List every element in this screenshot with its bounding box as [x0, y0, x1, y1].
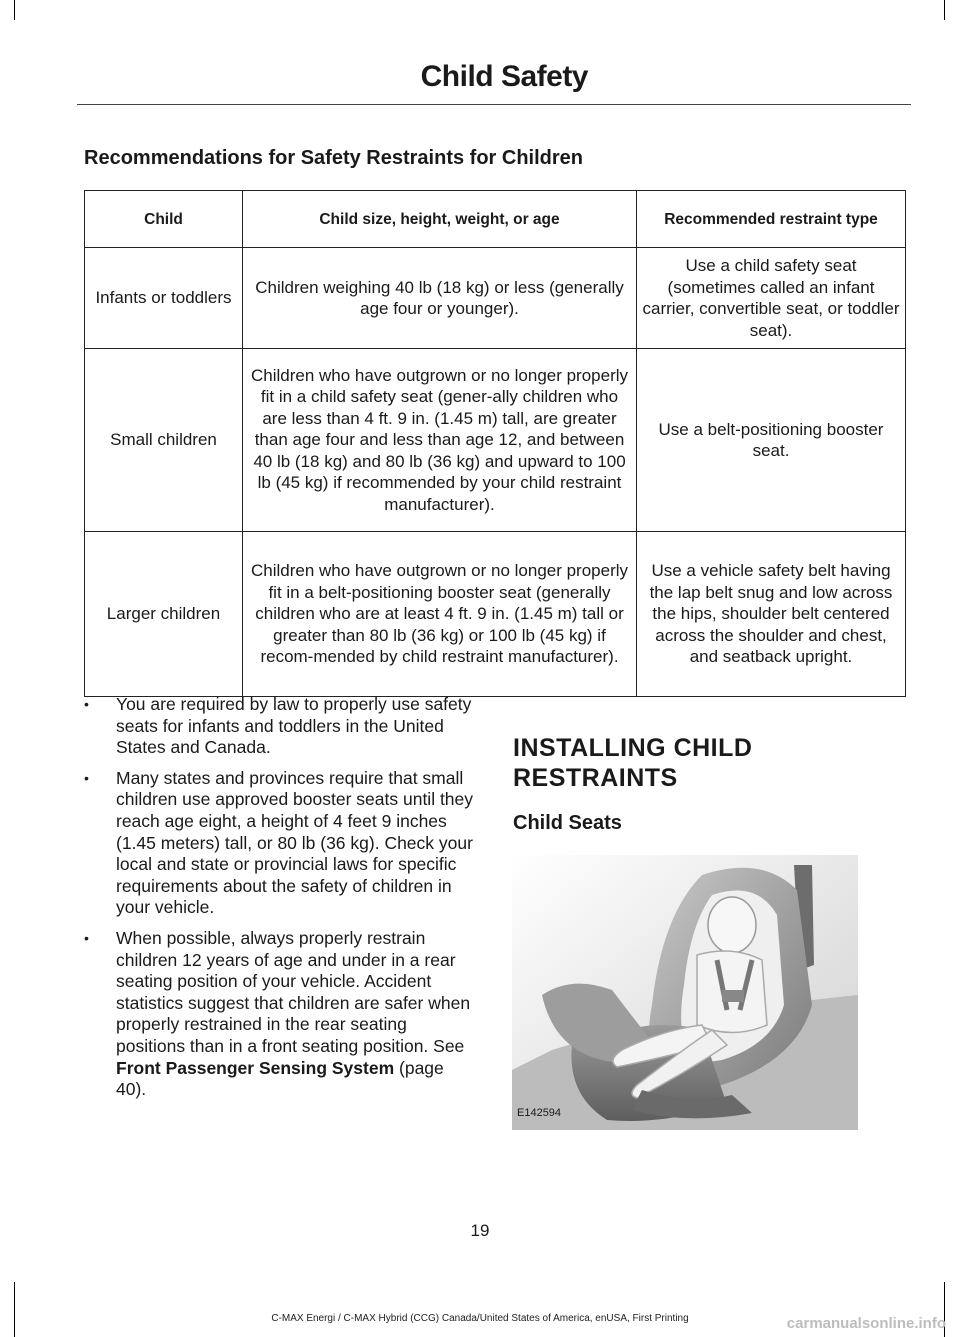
cell-restraint: Use a vehicle safety belt having the lap belt snug and low across the hips, shoulder belt centered across the shoulder and chest, and seatback upright.	[637, 532, 906, 697]
bullet-item: • You are required by law to properly use safety seats for infants and toddlers in the United States and Canada.	[84, 694, 478, 759]
bullet-item: • Many states and provinces require that small children use approved booster seats until they reach age eight, a height of 4 feet 9 inches (1.45 meters) tall, or 80 lb (36 kg). Check your local and state or provincial laws for specific requirements about the safety of children in your vehicle.	[84, 768, 478, 919]
table-row	[85, 349, 906, 532]
table-row	[85, 532, 906, 697]
footer-text: C-MAX Energi / C-MAX Hybrid (CCG) Canada/United States of America, enUSA, First Printing	[271, 1313, 689, 1324]
cell-child: Small children	[85, 349, 243, 532]
child-seats-subheading: Child Seats	[513, 812, 622, 834]
table-header-row	[85, 191, 906, 248]
column-header-size: Child size, height, weight, or age	[243, 191, 637, 248]
cell-size: Children weighing 40 lb (18 kg) or less (generally age four or younger).	[243, 248, 637, 349]
header-divider	[77, 104, 911, 105]
table-row	[85, 248, 906, 349]
cell-child: Larger children	[85, 532, 243, 697]
section-title: Recommendations for Safety Restraints for Children	[84, 147, 583, 169]
cell-size: Children who have outgrown or no longer properly fit in a belt-positioning booster seat (generally children who are at least 4 ft. 9 in. (1.45 m) tall or greater than 80 lb (36 kg) or 100 lb (45 kg) if recom-mended by child restraint manufacturer).	[243, 532, 637, 697]
restraint-recommendations-table	[84, 190, 906, 697]
crop-mark-top-right	[944, 0, 945, 20]
cell-size: Children who have outgrown or no longer properly fit in a child safety seat (gener-ally children who are less than 4 ft. 9 in. (1.45 m) tall, are greater than age four and less than age 12, and between 40 lb (18 kg) and 80 lb (36 kg) and upward to 100 lb (45 kg) if recommended by your child restraint manufacturer).	[243, 349, 637, 532]
bullet-item	[84, 928, 478, 1101]
bullet-text: When possible, always properly restrain children 12 years of age and under in a rear seating position of your vehicle. Accident statistics suggest that children are safer when properly restrained in the rear seating positions than in a front seating position. See	[116, 927, 471, 1056]
safety-bullet-list	[84, 694, 478, 1110]
column-header-child: Child	[85, 191, 243, 248]
cell-restraint: Use a belt-positioning booster seat.	[637, 349, 906, 532]
page-number: 19	[470, 1221, 490, 1240]
page-reference: (page 40).	[116, 1057, 444, 1100]
crop-mark-top-left	[14, 0, 15, 20]
cell-restraint: Use a child safety seat (sometimes called an infant carrier, convertible seat, or toddler seat).	[637, 248, 906, 349]
child-seat-illustration	[512, 855, 858, 1130]
page-header-title: Child Safety	[420, 60, 588, 93]
cell-child: Infants or toddlers	[85, 248, 243, 349]
watermark: carmanualsonline.info	[786, 1315, 946, 1332]
installing-child-restraints-heading: INSTALLING CHILD RESTRAINTS	[513, 734, 753, 792]
crop-mark-bottom-left	[14, 1282, 15, 1337]
column-header-restraint: Recommended restraint type	[637, 191, 906, 248]
figure-code: E142594	[517, 1107, 562, 1119]
front-passenger-sensing-link[interactable]: Front Passenger Sensing System	[116, 1057, 395, 1078]
